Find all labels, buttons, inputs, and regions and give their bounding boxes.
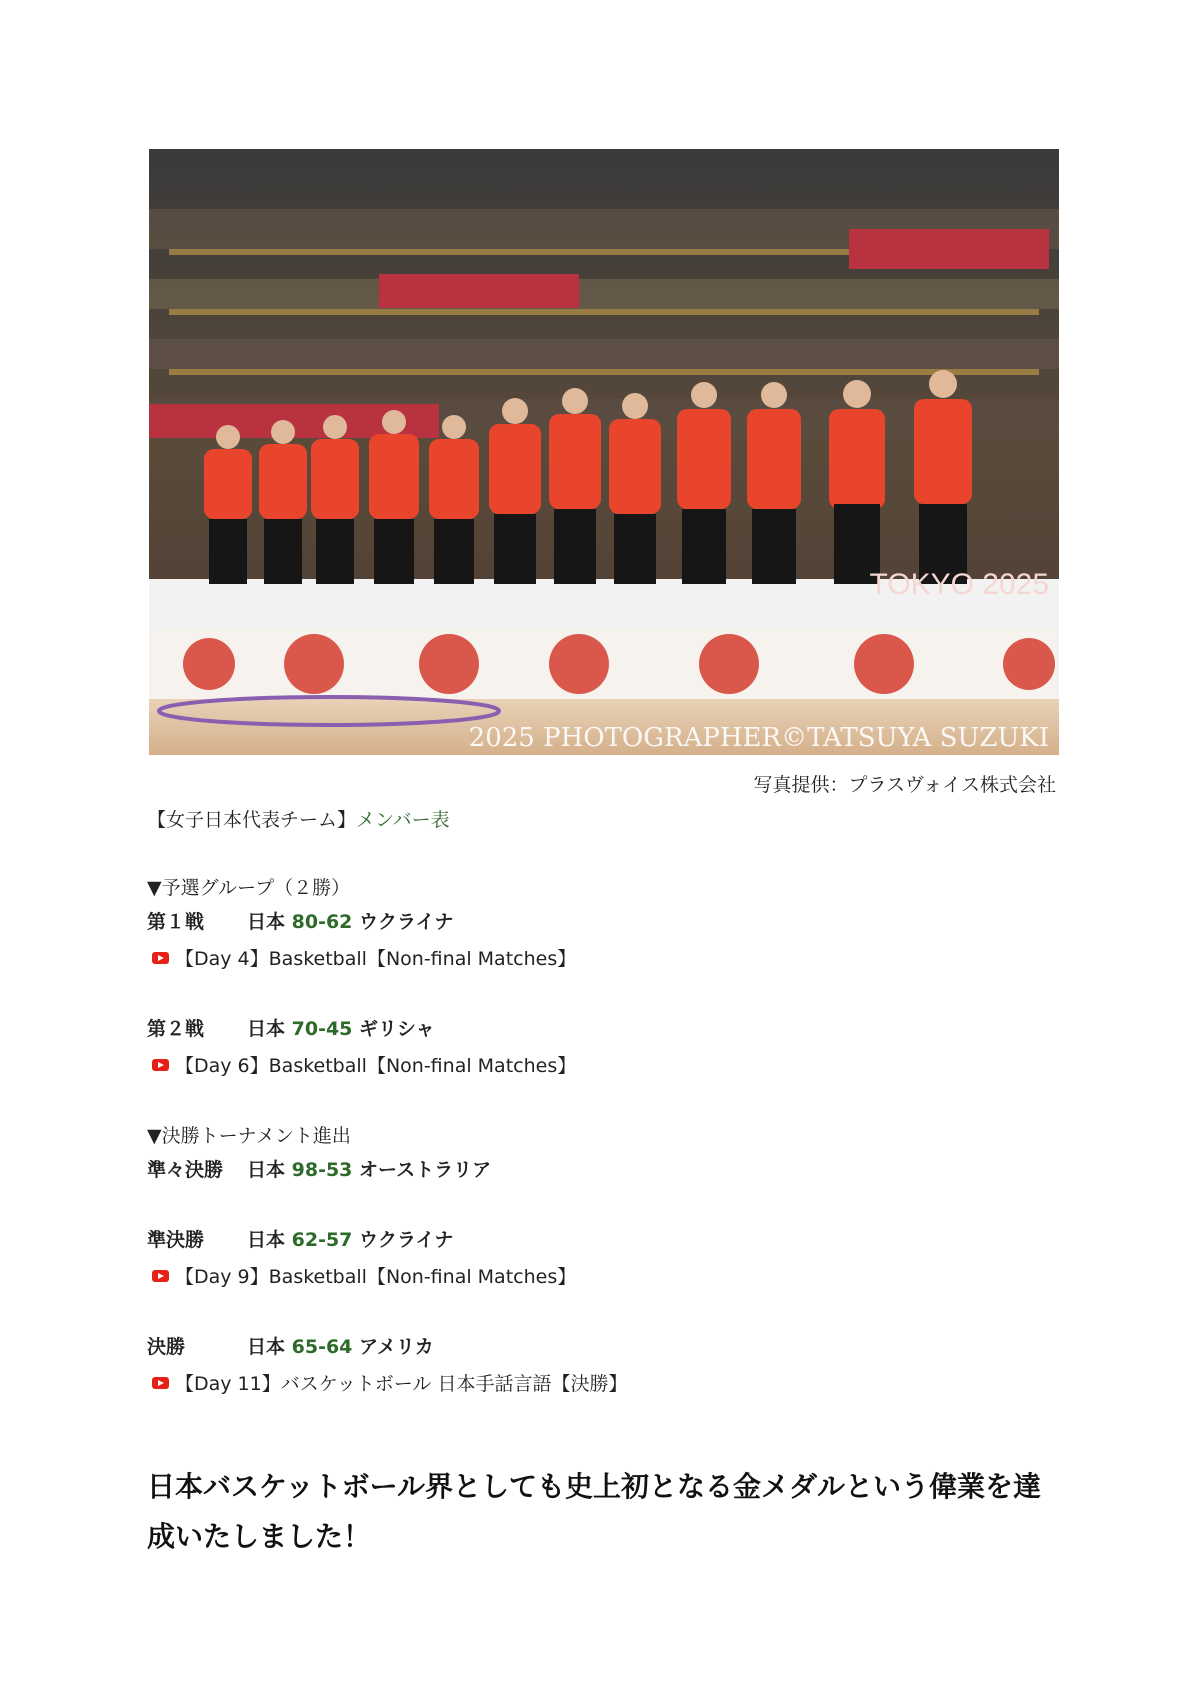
match-row: [147, 1155, 491, 1182]
group-stage-heading: ▼予選グループ（２勝）: [147, 877, 351, 899]
svg-text:TOKYO 2025: TOKYO 2025: [869, 568, 1049, 601]
video-link[interactable]: [152, 944, 576, 971]
match-away: ウクライナ: [359, 911, 454, 933]
video-link[interactable]: [152, 1051, 576, 1078]
match-row: [147, 1332, 434, 1359]
match-home: 日本: [247, 1229, 286, 1251]
match-away: ギリシャ: [359, 1018, 435, 1040]
youtube-icon: [152, 1059, 169, 1071]
match-score: 70-45: [291, 1018, 353, 1040]
match-score: 65-64: [291, 1336, 353, 1358]
tournament-heading: ▼決勝トーナメント進出: [147, 1125, 351, 1147]
match-home: 日本: [247, 1159, 286, 1181]
match-home: 日本: [247, 1336, 286, 1358]
match-score: 98-53: [291, 1159, 353, 1181]
match-round: 決勝: [147, 1336, 186, 1358]
youtube-icon: [152, 1270, 169, 1282]
photo-watermark: 2025 PHOTOGRAPHER©TATSUYA SUZUKI: [468, 723, 1049, 753]
team-label: 【女子日本代表チーム】: [147, 809, 357, 831]
youtube-icon: [152, 1377, 169, 1389]
video-link[interactable]: [152, 1262, 576, 1289]
member-list-link[interactable]: メンバー表: [356, 809, 450, 831]
video-title[interactable]: 【Day 6】Basketball【Non-final Matches】: [175, 1055, 577, 1077]
match-away: ウクライナ: [359, 1229, 454, 1251]
video-title[interactable]: 【Day 11】バスケットボール 日本手話言語【決勝】: [175, 1373, 628, 1395]
photo-credit: 写真提供：プラスヴォイス株式会社: [753, 774, 1056, 796]
video-title[interactable]: 【Day 4】Basketball【Non-final Matches】: [175, 948, 577, 970]
match-home: 日本: [247, 911, 286, 933]
match-round: 準決勝: [147, 1229, 205, 1251]
match-row: [147, 1014, 435, 1041]
match-away: アメリカ: [359, 1336, 434, 1358]
team-line: [147, 805, 450, 832]
youtube-icon: [152, 952, 169, 964]
match-home: 日本: [247, 1018, 286, 1040]
match-score: 80-62: [291, 911, 353, 933]
headline: 日本バスケットボール界としても史上初となる金メダルという偉業を達成いたしました！: [147, 1470, 1042, 1553]
video-link[interactable]: [152, 1369, 627, 1396]
video-title[interactable]: 【Day 9】Basketball【Non-final Matches】: [175, 1266, 577, 1288]
match-round: 第１戦: [147, 911, 205, 933]
match-row: [147, 907, 453, 934]
match-row: [147, 1225, 453, 1252]
match-score: 62-57: [291, 1229, 353, 1251]
match-round: 準々決勝: [147, 1159, 224, 1181]
medal-ceremony-photo: [149, 149, 1059, 755]
match-away: オーストラリア: [359, 1159, 492, 1181]
match-round: 第２戦: [147, 1018, 205, 1040]
